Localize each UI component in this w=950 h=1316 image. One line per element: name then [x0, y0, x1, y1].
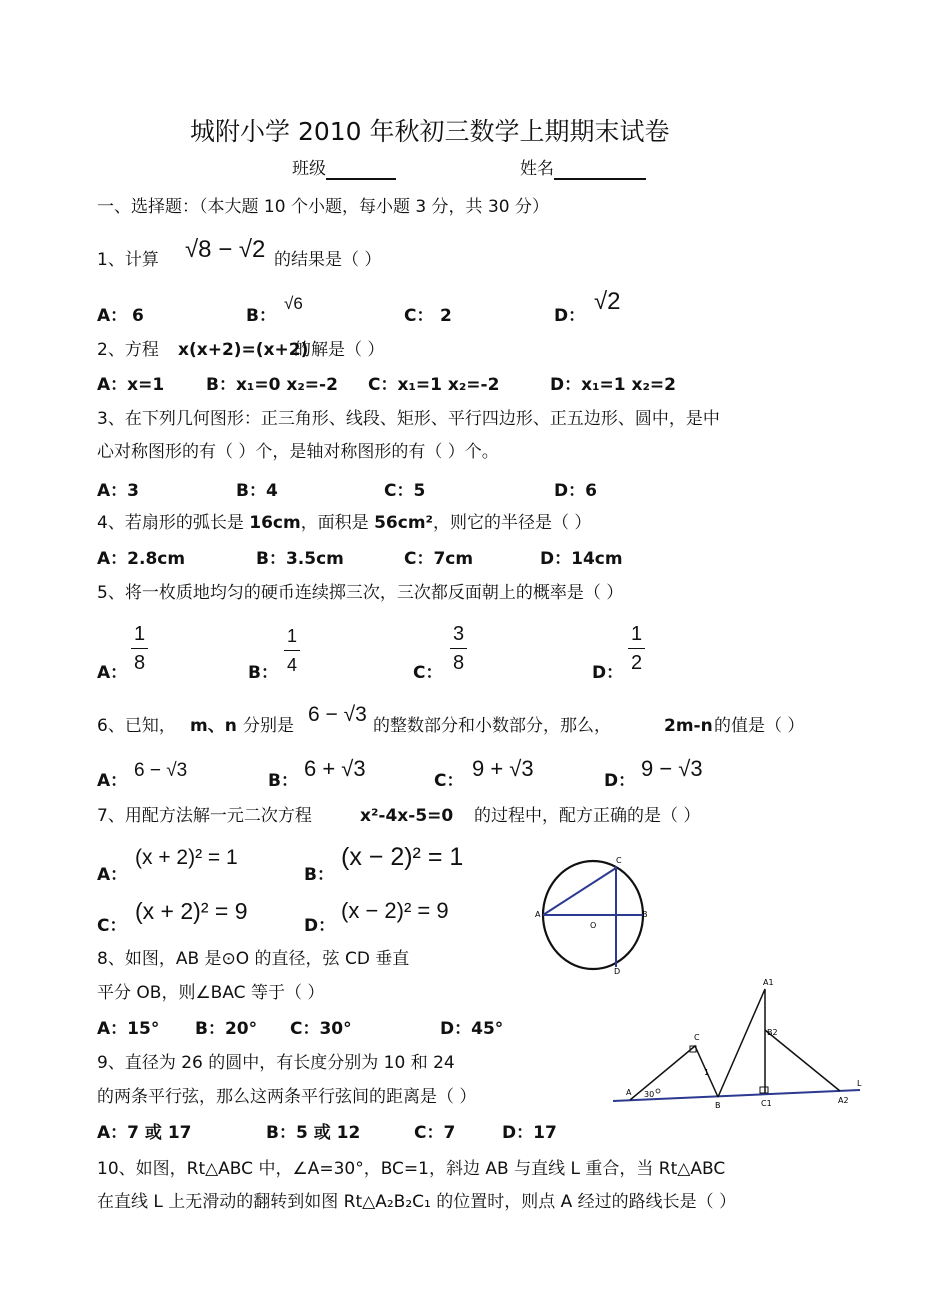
label-b: B [642, 910, 648, 919]
q4-option-b: B：3.5cm [256, 549, 344, 569]
q7-option-d-label: D： [304, 916, 336, 936]
label-b: B [715, 1101, 721, 1110]
q6-option-a: 6 − √3 [134, 760, 188, 781]
class-blank [326, 160, 396, 180]
q2-option-a: A：x=1 [97, 375, 165, 395]
name-label: 姓名 [520, 159, 554, 179]
q6-prefix: 6、已知， [97, 716, 176, 736]
q5-option-d-label: D： [592, 663, 624, 683]
q10-line2: 在直线 L 上无滑动的翻转到如图 Rt△A₂B₂C₁ 的位置时，则点 A 经过的路线长是（ ） [97, 1192, 737, 1212]
q8-line1: 8、如图，AB 是⊙O 的直径，弦 CD 垂直 [97, 949, 410, 969]
triangle-figure [608, 975, 868, 1110]
q2-suffix: 的解是（ ） [294, 340, 385, 360]
q4-option-c: C：7cm [404, 549, 474, 569]
q5-a-numerator: 1 [131, 624, 148, 649]
q9-line2: 的两条平行弦，那么这两条平行弦间的距离是（ ） [97, 1087, 477, 1107]
q8-option-c: C：30° [290, 1019, 352, 1039]
q7-equation: x²-4x-5=0 [360, 806, 454, 826]
label-b2: B2 [767, 1028, 778, 1037]
q5-option-b-label: B： [248, 663, 278, 683]
q7-option-a: (x + 2)² = 1 [135, 846, 238, 869]
label-a: A [535, 910, 541, 919]
q7-option-a-label: A： [97, 865, 128, 885]
q2-option-d: D：x₁=1 x₂=2 [550, 375, 676, 395]
q8-option-b: B：20° [195, 1019, 258, 1039]
q1-option-b-label: B： [246, 306, 276, 326]
q7-option-c: (x + 2)² = 9 [135, 898, 248, 924]
q9-line1: 9、直径为 26 的圆中，有长度分别为 10 和 24 [97, 1053, 455, 1073]
q1-option-d-label: D： [554, 306, 586, 326]
q6-middle: 分别是 [243, 716, 294, 736]
q9-option-a: A：7 或 17 [97, 1123, 192, 1143]
q3-option-b: B：4 [236, 481, 278, 501]
q3-line1: 3、在下列几何图形：正三角形、线段、矩形、平行四边形、正五边形、圆中，是中 [97, 409, 720, 429]
q4-middle: ，面积是 [300, 513, 369, 533]
label-d: D [614, 967, 621, 976]
q1-option-d: √2 [594, 288, 621, 315]
circle-figure [530, 850, 660, 980]
q5-option-c-label: C： [413, 663, 443, 683]
q9-option-b: B：5 或 12 [266, 1123, 361, 1143]
q5-c-denominator: 8 [453, 652, 465, 674]
label-a1: A1 [763, 978, 774, 987]
label-c1: C1 [761, 1099, 772, 1108]
angle-mark [656, 1089, 660, 1093]
q3-option-c: C：5 [384, 481, 426, 501]
q6-expr: 6 − √3 [308, 703, 367, 726]
q1-option-a-label: A： [97, 306, 128, 326]
q7-suffix: 的过程中，配方正确的是（ ） [474, 806, 701, 826]
q5-text: 5、将一枚质地均匀的硬币连续掷三次，三次都反面朝上的概率是（ ） [97, 583, 624, 603]
class-label: 班级 [292, 159, 326, 179]
label-a: A [626, 1088, 632, 1097]
q6-option-a-label: A： [97, 771, 128, 791]
q1-option-b: √6 [284, 294, 303, 313]
class-field [292, 158, 396, 180]
label-30: 30 [644, 1090, 655, 1099]
q10-line1: 10、如图，Rt△ABC 中，∠A=30°，BC=1，斜边 AB 与直线 L 重合，当 Rt△ABC [97, 1159, 726, 1179]
q1-suffix: 的结果是（ ） [274, 250, 382, 270]
label-o: O [590, 921, 597, 930]
q6-option-c-label: C： [434, 771, 464, 791]
q1-expr: √8 − √2 [185, 236, 266, 263]
q5-option-a-fraction [131, 624, 148, 673]
q2-expr: x(x+2)=(x+2) [178, 340, 309, 360]
q5-a-denominator: 8 [134, 652, 146, 674]
q5-option-b-fraction [284, 626, 300, 675]
q7-prefix: 7、用配方法解一元二次方程 [97, 806, 312, 826]
q6-option-b-label: B： [268, 771, 298, 791]
q2-option-c: C：x₁=1 x₂=-2 [368, 375, 500, 395]
q2-prefix: 2、方程 [97, 340, 159, 360]
section-heading: 一、选择题：（本大题 10 个小题，每小题 3 分，共 30 分） [97, 197, 550, 217]
q1-option-c: 2 [440, 306, 452, 326]
page-title: 城附小学 2010 年秋初三数学上期期末试卷 [190, 117, 670, 146]
q4-option-d: D：14cm [540, 549, 623, 569]
q1-prefix: 1、计算 [97, 250, 159, 270]
q4-prefix: 4、若扇形的弧长是 [97, 513, 244, 533]
q5-c-numerator: 3 [450, 624, 467, 649]
q6-option-b: 6 + √3 [304, 756, 366, 781]
name-blank [554, 160, 646, 180]
q5-d-denominator: 2 [631, 652, 643, 674]
q6-option-d-label: D： [604, 771, 636, 791]
q5-option-a-label: A： [97, 663, 128, 683]
label-a2: A2 [838, 1096, 849, 1105]
q9-option-c: C：7 [414, 1123, 456, 1143]
q9-option-d: D：17 [502, 1123, 557, 1143]
q4-suffix: ，则它的半径是（ ） [433, 513, 592, 533]
label-l: L [857, 1079, 862, 1088]
name-field [520, 158, 646, 180]
triangle-a1bc1 [718, 989, 765, 1097]
q4-line [97, 512, 591, 534]
q5-b-numerator: 1 [284, 626, 300, 651]
q6-option-c: 9 + √3 [472, 756, 534, 781]
hypotenuse-b2a2 [765, 1030, 840, 1091]
q7-option-d: (x − 2)² = 9 [341, 898, 449, 923]
q3-line2: 心对称图形的有（ ）个，是轴对称图形的有（ ）个。 [97, 442, 499, 462]
q6-target: 2m-n [664, 716, 713, 736]
q5-b-denominator: 4 [287, 655, 298, 675]
q4-option-a: A：2.8cm [97, 549, 186, 569]
q8-option-a: A：15° [97, 1019, 160, 1039]
q2-option-b: B：x₁=0 x₂=-2 [206, 375, 338, 395]
q8-option-d: D：45° [440, 1019, 504, 1039]
q4-area: 56cm² [374, 513, 433, 533]
q6-option-d: 9 − √3 [641, 756, 703, 781]
q1-option-c-label: C： [404, 306, 434, 326]
q4-arc: 16cm [249, 513, 301, 533]
q3-option-a: A：3 [97, 481, 139, 501]
q3-option-d: D：6 [554, 481, 597, 501]
q5-d-numerator: 1 [628, 624, 645, 649]
q7-option-c-label: C： [97, 916, 127, 936]
q6-middle2: 的整数部分和小数部分，那么， [373, 716, 611, 736]
q6-vars: m、n [190, 716, 237, 736]
label-c: C [616, 856, 622, 865]
q6-suffix: 的值是（ ） [714, 716, 805, 736]
chord-ac [543, 868, 616, 915]
right-angle-c1 [760, 1087, 768, 1093]
q8-line2: 平分 OB，则∠BAC 等于（ ） [97, 983, 325, 1003]
label-1: 1 [704, 1068, 710, 1077]
q1-option-a: 6 [132, 306, 144, 326]
q7-option-b-label: B： [304, 865, 334, 885]
q5-option-d-fraction [628, 624, 645, 673]
q7-option-b: (x − 2)² = 1 [341, 843, 464, 871]
q5-option-c-fraction [450, 624, 467, 673]
label-c: C [694, 1033, 700, 1042]
